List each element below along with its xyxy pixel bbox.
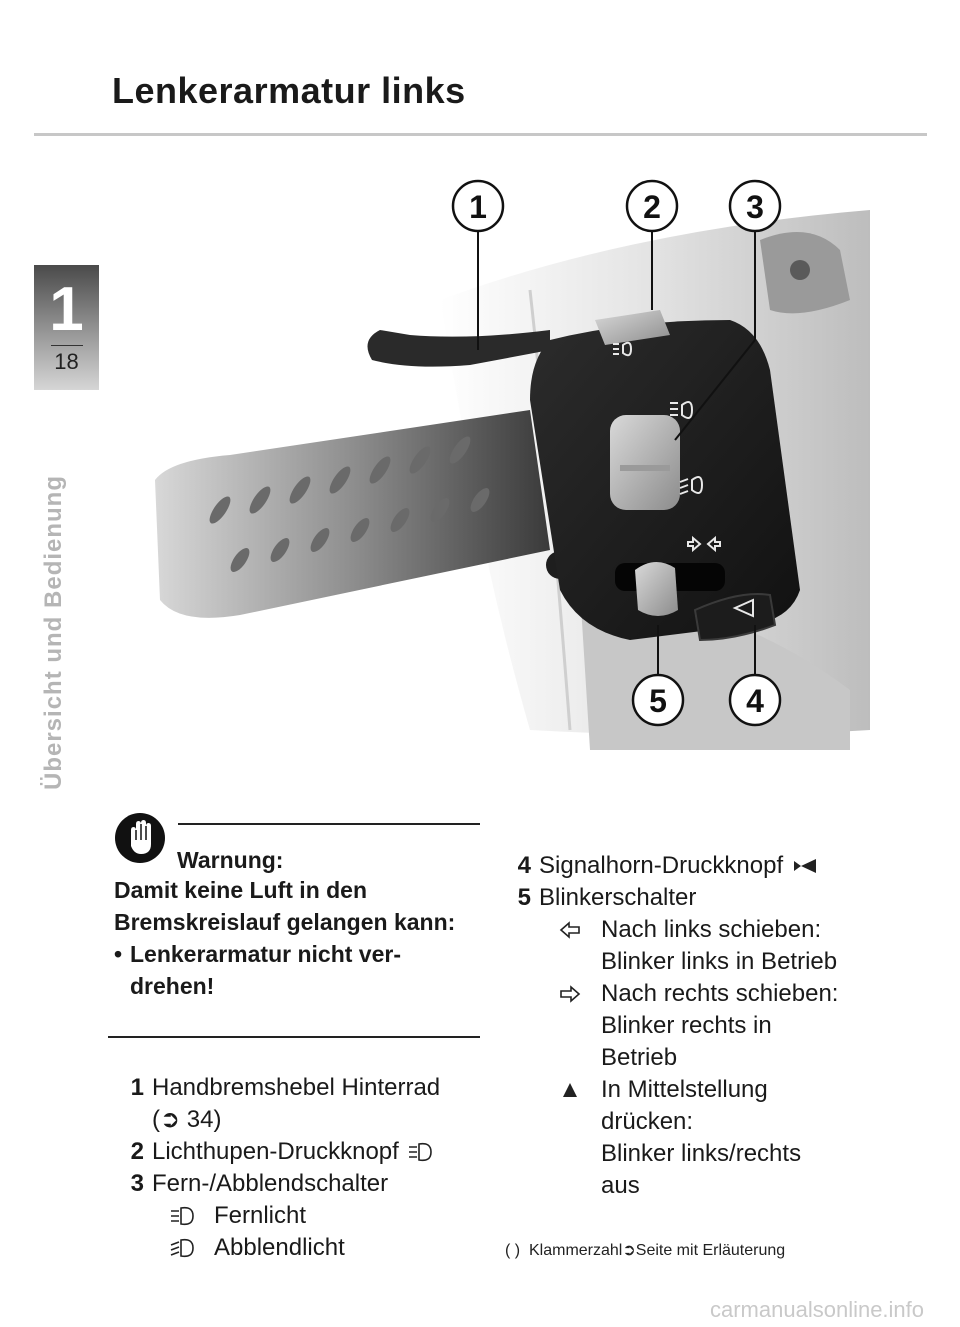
legend-list-right	[505, 850, 905, 1202]
list-item-ref	[118, 1104, 440, 1136]
sub-item-text	[601, 914, 837, 978]
sub-line: drücken:	[601, 1108, 694, 1135]
sub-item-text	[601, 1074, 801, 1202]
bullet-dot: •	[114, 941, 123, 967]
chapter-number: 1	[49, 275, 84, 344]
handlebar-photo	[110, 170, 870, 750]
item-number: 3	[130, 1170, 144, 1197]
item-text: Lichthupen-Druckknopf	[152, 1138, 399, 1165]
triangle-up-icon	[539, 1074, 601, 1106]
sub-item-text	[601, 978, 838, 1074]
callout-label-4: 4	[746, 683, 764, 719]
ref-number: 34	[186, 1106, 214, 1133]
sub-line: Blinker rechts in	[601, 1012, 772, 1039]
arrow-left-icon	[539, 914, 601, 946]
page-ref: (➲ 34)	[152, 1106, 222, 1133]
sub-line: Nach links schieben:	[601, 916, 822, 943]
sub-item	[505, 914, 905, 978]
warning-bullet	[114, 938, 479, 1002]
sub-item	[505, 978, 905, 1074]
sub-line: Blinker links in Betrieb	[601, 948, 838, 975]
sub-line: In Mittelstellung	[601, 1076, 768, 1103]
legend-list-left	[118, 1072, 440, 1264]
warning-body	[114, 874, 479, 1002]
high-beam-icon	[152, 1200, 214, 1232]
sub-item	[118, 1232, 440, 1264]
warning-top-rule	[178, 823, 480, 825]
list-item	[118, 1072, 440, 1104]
side-section-label: Übersicht und Bedienung	[40, 474, 67, 790]
list-item	[505, 850, 905, 882]
title-divider	[34, 133, 927, 136]
footnote-right: Seite mit Erläuterung	[635, 1242, 786, 1259]
page-number: 18	[54, 349, 79, 374]
sub-line: aus	[601, 1172, 640, 1199]
sub-line: Blinker links/rechts	[601, 1140, 802, 1167]
low-beam-icon	[152, 1232, 214, 1264]
item-text: Blinkerschalter	[539, 884, 697, 911]
warning-title: Warnung:	[177, 847, 284, 873]
sub-item-text: Abblendlicht	[214, 1234, 345, 1261]
sub-line: Nach rechts schieben:	[601, 980, 839, 1007]
chapter-divider	[51, 345, 83, 346]
flash-icon	[407, 1140, 435, 1164]
list-item	[505, 882, 905, 914]
item-number: 4	[517, 852, 531, 879]
sub-item-text: Fernlicht	[214, 1202, 307, 1229]
stop-hand-icon	[114, 812, 166, 864]
footnote-paren: ( )	[505, 1242, 521, 1259]
ref-arrow-icon: ➲	[160, 1106, 181, 1133]
item-text: Fern-/Abblendschalter	[152, 1170, 389, 1197]
callout-label-1: 1	[469, 189, 487, 225]
warning-bullet-text: Lenkerarmatur nicht ver-drehen!	[130, 941, 401, 999]
item-number: 5	[517, 884, 531, 911]
sub-line: Betrieb	[601, 1044, 678, 1071]
callout-label-2: 2	[643, 189, 661, 225]
callout-label-3: 3	[746, 189, 764, 225]
item-text: Signalhorn-Druckknopf	[539, 852, 784, 879]
footnote	[505, 1240, 785, 1260]
item-number: 2	[130, 1138, 144, 1165]
chapter-tab	[34, 265, 99, 390]
page-title: Lenkerarmatur links	[112, 70, 466, 111]
sub-item	[118, 1200, 440, 1232]
item-number: 1	[130, 1074, 144, 1101]
list-item	[118, 1136, 440, 1168]
footnote-left: Klammerzahl	[529, 1242, 623, 1259]
ref-arrow-icon: ➲	[622, 1242, 636, 1259]
callout-label-5: 5	[649, 683, 667, 719]
warning-bottom-rule	[108, 1036, 480, 1038]
horn-icon	[791, 855, 819, 877]
arrow-right-icon	[539, 978, 601, 1010]
sub-item	[505, 1074, 905, 1202]
item-text: Handbremshebel Hinterrad	[152, 1074, 441, 1101]
watermark: carmanualsonline.info	[710, 1297, 925, 1322]
warning-text: Damit keine Luft in den Bremskreislauf gelangen kann:	[114, 877, 456, 935]
list-item	[118, 1168, 440, 1200]
